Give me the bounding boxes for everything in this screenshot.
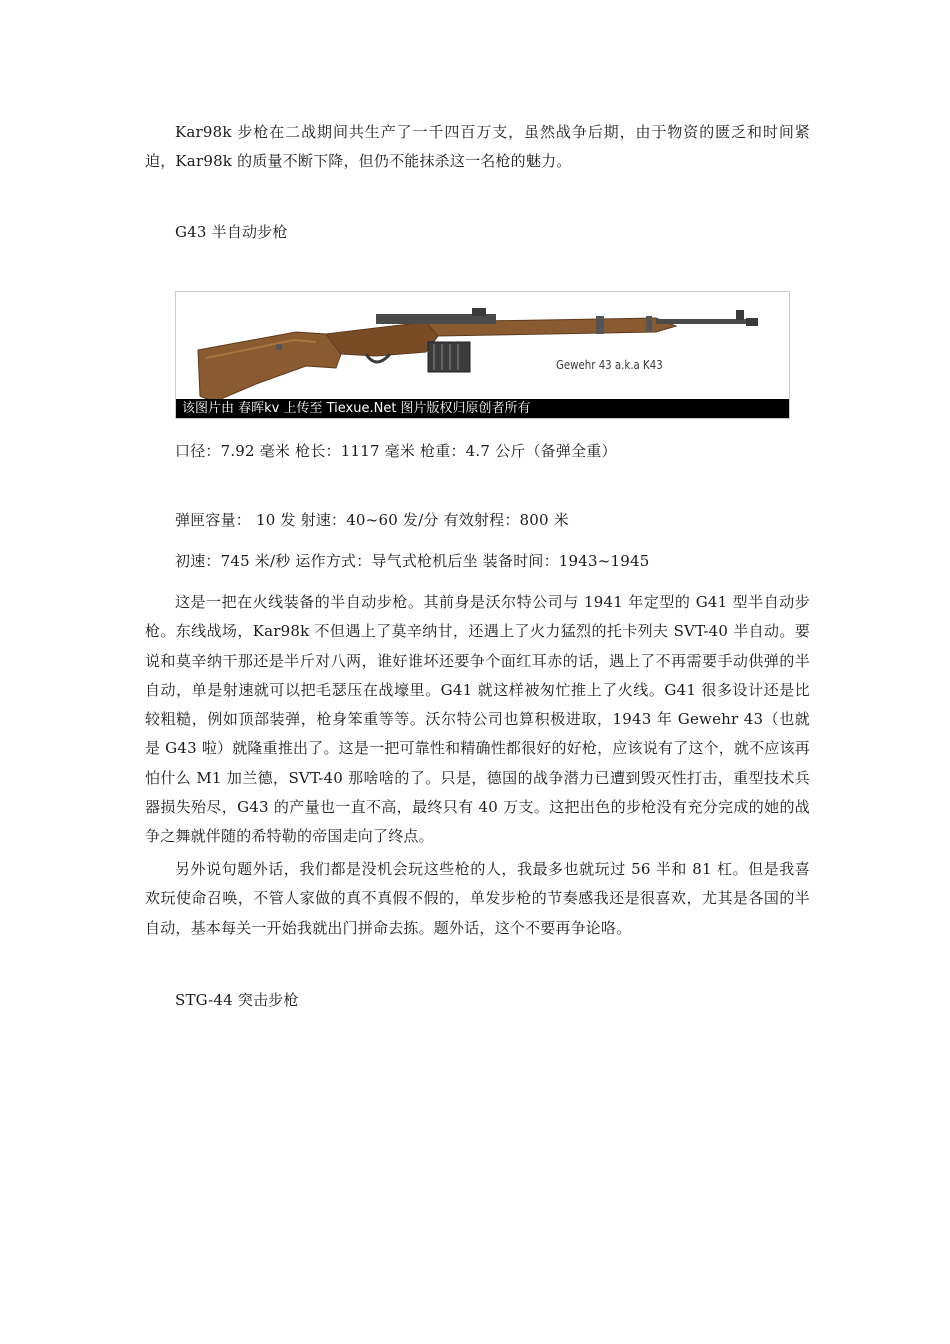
paragraph-g43-history: 这是一把在火线装备的半自动步枪。其前身是沃尔特公司与 1941 年定型的 G41 型半自动步枪。东线战场，Kar98k 不但遇上了莫辛纳甘，还遇上了火力猛烈的托卡列夫 SVT-40 半自动。要说和莫辛纳干那还是半斤对八两，谁好谁坏还要争个面红耳赤的话，遇上了不再需要手动供弹的半自动，单是射速就可以把毛瑟压在战壕里。G41 就这样被匆忙推上了火线。G41 很多设计还是比较粗糙，例如顶部装弹，枪身笨重等等。沃尔特公司也算积极进取，1943 年 Gewehr 43（也就是 G43 啦）就隆重推出了。这是一把可靠性和精确性都很好的好枪，应该说有了这个，就不应该再怕什么 M1 加兰德，SVT-40 那啥啥的了。只是，德国的战争潜力已遭到毁灭性打击，重型技术兵器损失殆尽，G43 的产量也一直不高，最终只有 40 万支。这把出色的步枪没有充分完成的她的战争之舞就伴随的希特勒的帝国走向了终点。	[145, 593, 810, 846]
heading-stg44: STG-44 突击步枪	[175, 991, 299, 1009]
rifle-image	[175, 291, 790, 419]
spec-line-caliber: 口径：7.92 毫米 枪长：1117 毫米 枪重：4.7 公斤（备弹全重）	[175, 442, 617, 460]
paragraph-kar98k: Kar98k 步枪在二战期间共生产了一千四百万支，虽然战争后期，由于物资的匮乏和时间紧迫，Kar98k 的质量不断下降，但仍不能抹杀这一名枪的魅力。	[145, 123, 810, 171]
spec-line-velocity: 初速：745 米/秒 运作方式：导气式枪机后坐 装备时间：1943~1945	[175, 552, 650, 570]
paragraph-aside: 另外说句题外话，我们都是没机会玩这些枪的人，我最多也就玩过 56 半和 81 杠。但是我喜欢玩使命召唤，不管人家做的真不真假不假的，单发步枪的节奏感我还是很喜欢，尤其是各国的半自动，基本每关一开始我就出门拼命去拣。题外话，这个不要再争论咯。	[145, 860, 810, 937]
figure-model-label: Gewehr 43 a.k.a K43	[556, 358, 663, 372]
heading-g43: G43 半自动步枪	[175, 223, 288, 241]
figure-watermark-caption: 该图片由 春晖kv 上传至 Tiexue.Net 图片版权归原创者所有	[176, 399, 789, 418]
spec-line-magazine: 弹匣容量： 10 发 射速：40~60 发/分 有效射程：800 米	[175, 511, 569, 529]
